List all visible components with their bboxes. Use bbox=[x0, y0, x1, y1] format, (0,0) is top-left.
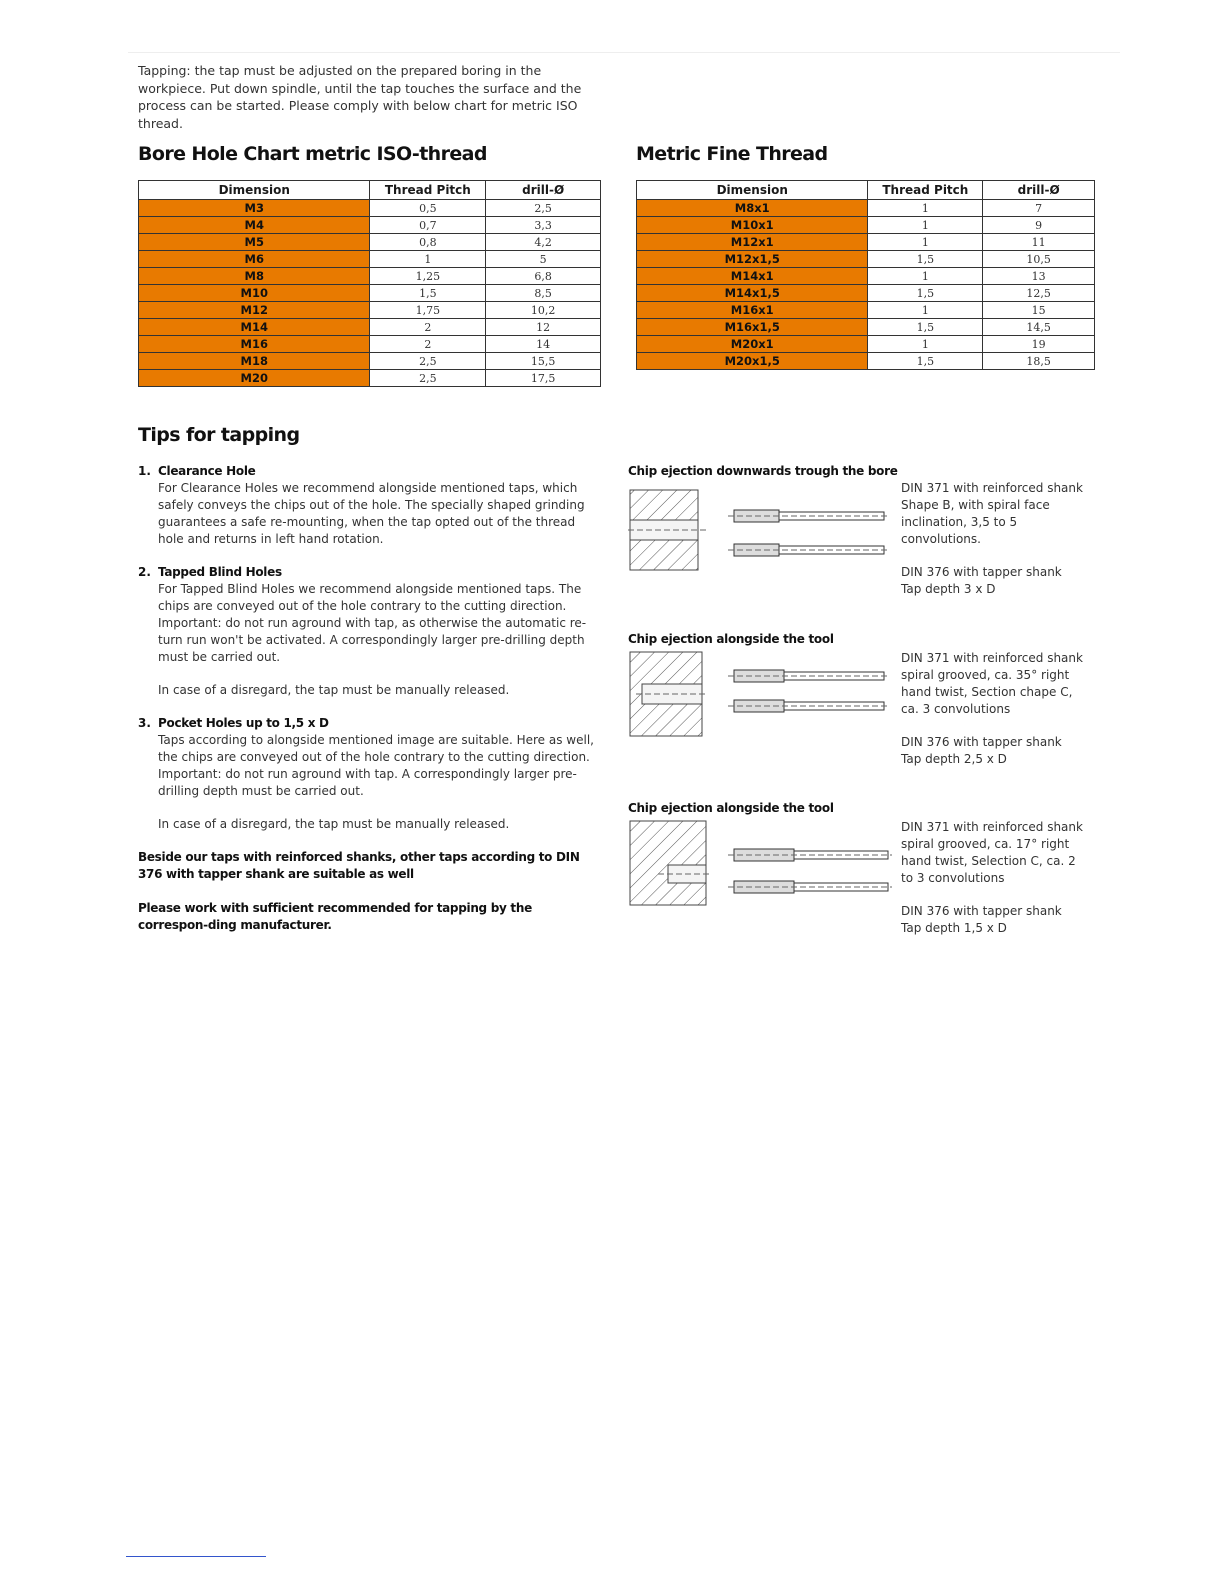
reinforced-shank-note: Beside our taps with reinforced shanks, other taps according to DIN 376 with tapper shank are suitable as well bbox=[138, 850, 580, 881]
cell-dimension: M20x1,5 bbox=[637, 353, 868, 370]
cell-thread-pitch: 1,5 bbox=[868, 285, 983, 302]
cell-thread-pitch: 2,5 bbox=[370, 370, 486, 387]
cell-drill: 15,5 bbox=[486, 353, 601, 370]
cell-drill: 4,2 bbox=[486, 234, 601, 251]
intro-paragraph: Tapping: the tap must be adjusted on the prepared boring in the workpiece. Put down spindle, until the tap touches the surface and the process can be started. Please comply with below chart for metric ISO thread. bbox=[138, 63, 582, 131]
table-header-row bbox=[637, 181, 1095, 200]
column-header-dimension: Dimension bbox=[637, 181, 868, 200]
tip-number: 1. bbox=[138, 464, 151, 478]
cell-thread-pitch: 1 bbox=[370, 251, 486, 268]
cell-dimension: M16 bbox=[139, 336, 370, 353]
table-row bbox=[139, 285, 601, 302]
section-description: DIN 371 with reinforced shank Shape B, with spiral face inclination, 3,5 to 5 convolutions. bbox=[901, 481, 1083, 546]
cell-drill: 10,5 bbox=[983, 251, 1095, 268]
cell-thread-pitch: 2,5 bbox=[370, 353, 486, 370]
cell-drill: 5 bbox=[486, 251, 601, 268]
cell-drill: 8,5 bbox=[486, 285, 601, 302]
tap-illustration-blind-hole bbox=[628, 650, 896, 750]
cell-drill: 15 bbox=[983, 302, 1095, 319]
table-row bbox=[637, 285, 1095, 302]
tip-item-clearance-hole bbox=[138, 463, 598, 548]
cell-dimension: M6 bbox=[139, 251, 370, 268]
tap-illustration-pocket-hole bbox=[628, 819, 896, 919]
cell-thread-pitch: 2 bbox=[370, 319, 486, 336]
cell-thread-pitch: 0,8 bbox=[370, 234, 486, 251]
tips-title: Tips for tapping bbox=[138, 424, 300, 446]
section-tap-depth: Tap depth 2,5 x D bbox=[901, 752, 1007, 766]
cell-dimension: M16x1 bbox=[637, 302, 868, 319]
section-heading: Chip ejection downwards trough the bore bbox=[628, 464, 898, 478]
column-header-thread-pitch: Thread Pitch bbox=[868, 181, 983, 200]
fine-thread-table bbox=[636, 180, 1095, 370]
cell-dimension: M16x1,5 bbox=[637, 319, 868, 336]
cell-dimension: M14 bbox=[139, 319, 370, 336]
cell-thread-pitch: 1,5 bbox=[868, 319, 983, 336]
tip-number: 2. bbox=[138, 565, 151, 579]
cell-drill: 18,5 bbox=[983, 353, 1095, 370]
cell-dimension: M4 bbox=[139, 217, 370, 234]
cell-thread-pitch: 1 bbox=[868, 302, 983, 319]
cell-drill: 13 bbox=[983, 268, 1095, 285]
tip-text: For Tapped Blind Holes we recommend alongside mentioned taps. The chips are conveyed out of the hole contrary to the cutting direction. Important: do not run aground with tap, as otherwise the automatic re-turn run won't be activated. A correspondingly larger pre-drilling depth must be carried out. bbox=[158, 582, 587, 664]
cell-thread-pitch: 1 bbox=[868, 336, 983, 353]
table-row bbox=[637, 234, 1095, 251]
cell-dimension: M20 bbox=[139, 370, 370, 387]
section-tap-depth: Tap depth 3 x D bbox=[901, 582, 996, 596]
cell-thread-pitch: 1,75 bbox=[370, 302, 486, 319]
section-tap-depth: Tap depth 1,5 x D bbox=[901, 921, 1007, 935]
cell-drill: 12,5 bbox=[983, 285, 1095, 302]
cell-drill: 17,5 bbox=[486, 370, 601, 387]
cell-dimension: M20x1 bbox=[637, 336, 868, 353]
section-description-din376: DIN 376 with tapper shank bbox=[901, 565, 1062, 579]
table-row bbox=[637, 302, 1095, 319]
section-heading: Chip ejection alongside the tool bbox=[628, 632, 834, 646]
top-divider bbox=[128, 52, 1120, 53]
cell-dimension: M8x1 bbox=[637, 200, 868, 217]
cell-drill: 7 bbox=[983, 200, 1095, 217]
iso-chart-title: Bore Hole Chart metric ISO-thread bbox=[138, 143, 487, 165]
cell-dimension: M12x1,5 bbox=[637, 251, 868, 268]
cell-drill: 14,5 bbox=[983, 319, 1095, 336]
column-header-dimension: Dimension bbox=[139, 181, 370, 200]
table-row bbox=[139, 268, 601, 285]
cell-dimension: M10x1 bbox=[637, 217, 868, 234]
tip-title: Pocket Holes up to 1,5 x D bbox=[158, 716, 329, 730]
cell-thread-pitch: 1,5 bbox=[370, 285, 486, 302]
tip-item-pocket-holes bbox=[138, 715, 598, 833]
section-description-din376: DIN 376 with tapper shank bbox=[901, 904, 1062, 918]
tap-illustration-through-bore bbox=[628, 482, 896, 582]
cell-dimension: M8 bbox=[139, 268, 370, 285]
section-description: DIN 371 with reinforced shank spiral grooved, ca. 35° right hand twist, Section chape C, ca. 3 convolutions bbox=[901, 651, 1083, 716]
table-row bbox=[139, 234, 601, 251]
cell-thread-pitch: 1 bbox=[868, 200, 983, 217]
tips-list bbox=[138, 463, 598, 934]
section-description: DIN 371 with reinforced shank spiral grooved, ca. 17° right hand twist, Selection C, ca. 2 to 3 convolutions bbox=[901, 820, 1083, 885]
tip-title: Clearance Hole bbox=[158, 464, 256, 478]
section-description-din376: DIN 376 with tapper shank bbox=[901, 735, 1062, 749]
column-header-drill: drill-Ø bbox=[486, 181, 601, 200]
cell-thread-pitch: 1 bbox=[868, 268, 983, 285]
cell-drill: 11 bbox=[983, 234, 1095, 251]
cell-drill: 3,3 bbox=[486, 217, 601, 234]
tip-item-tapped-blind-holes bbox=[138, 564, 598, 699]
cell-drill: 12 bbox=[486, 319, 601, 336]
cell-dimension: M18 bbox=[139, 353, 370, 370]
table-row bbox=[139, 200, 601, 217]
table-header-row bbox=[139, 181, 601, 200]
iso-thread-table bbox=[138, 180, 601, 387]
column-header-drill: drill-Ø bbox=[983, 181, 1095, 200]
tip-note: In case of a disregard, the tap must be manually released. bbox=[158, 817, 510, 831]
cell-drill: 14 bbox=[486, 336, 601, 353]
table-row bbox=[637, 268, 1095, 285]
chip-section-through-bore bbox=[628, 464, 1098, 604]
cell-thread-pitch: 1,5 bbox=[868, 353, 983, 370]
cell-thread-pitch: 0,7 bbox=[370, 217, 486, 234]
cell-dimension: M14x1 bbox=[637, 268, 868, 285]
column-header-thread-pitch: Thread Pitch bbox=[370, 181, 486, 200]
table-row bbox=[139, 251, 601, 268]
table-row bbox=[637, 319, 1095, 336]
table-row bbox=[637, 336, 1095, 353]
chip-section-alongside-35 bbox=[628, 632, 1098, 772]
footer-link-underline[interactable] bbox=[126, 1556, 266, 1557]
table-row bbox=[139, 319, 601, 336]
table-row bbox=[139, 302, 601, 319]
cell-dimension: M12 bbox=[139, 302, 370, 319]
cell-drill: 6,8 bbox=[486, 268, 601, 285]
cell-thread-pitch: 1,5 bbox=[868, 251, 983, 268]
table-row bbox=[637, 251, 1095, 268]
tip-title: Tapped Blind Holes bbox=[158, 565, 282, 579]
cell-dimension: M14x1,5 bbox=[637, 285, 868, 302]
table-row bbox=[139, 370, 601, 387]
manufacturer-note: Please work with sufficient recommended for tapping by the correspon-ding manufacturer. bbox=[138, 901, 532, 932]
cell-thread-pitch: 1 bbox=[868, 217, 983, 234]
tip-text: Taps according to alongside mentioned image are suitable. Here as well, the chips are conveyed out of the hole contrary to the cutting direction. Important: do not run aground with tap. A correspondingly larger pre-drilling depth must be carried out. bbox=[158, 733, 594, 798]
table-row bbox=[139, 336, 601, 353]
tip-note: In case of a disregard, the tap must be manually released. bbox=[158, 683, 510, 697]
table-row bbox=[637, 200, 1095, 217]
cell-dimension: M10 bbox=[139, 285, 370, 302]
table-row bbox=[139, 353, 601, 370]
cell-thread-pitch: 1 bbox=[868, 234, 983, 251]
cell-dimension: M3 bbox=[139, 200, 370, 217]
section-heading: Chip ejection alongside the tool bbox=[628, 801, 834, 815]
tip-number: 3. bbox=[138, 716, 151, 730]
cell-dimension: M12x1 bbox=[637, 234, 868, 251]
cell-drill: 19 bbox=[983, 336, 1095, 353]
cell-thread-pitch: 1,25 bbox=[370, 268, 486, 285]
cell-thread-pitch: 2 bbox=[370, 336, 486, 353]
cell-dimension: M5 bbox=[139, 234, 370, 251]
cell-drill: 2,5 bbox=[486, 200, 601, 217]
cell-drill: 9 bbox=[983, 217, 1095, 234]
table-row bbox=[637, 217, 1095, 234]
cell-thread-pitch: 0,5 bbox=[370, 200, 486, 217]
table-row bbox=[139, 217, 601, 234]
table-row bbox=[637, 353, 1095, 370]
chip-section-alongside-17 bbox=[628, 801, 1098, 941]
tip-text: For Clearance Holes we recommend alongside mentioned taps, which safely conveys the chips out of the hole. The specially shaped grinding guarantees a safe re-mounting, when the tap opted out of the thread hole and returns in left hand rotation. bbox=[158, 481, 585, 546]
fine-chart-title: Metric Fine Thread bbox=[636, 143, 828, 165]
cell-drill: 10,2 bbox=[486, 302, 601, 319]
